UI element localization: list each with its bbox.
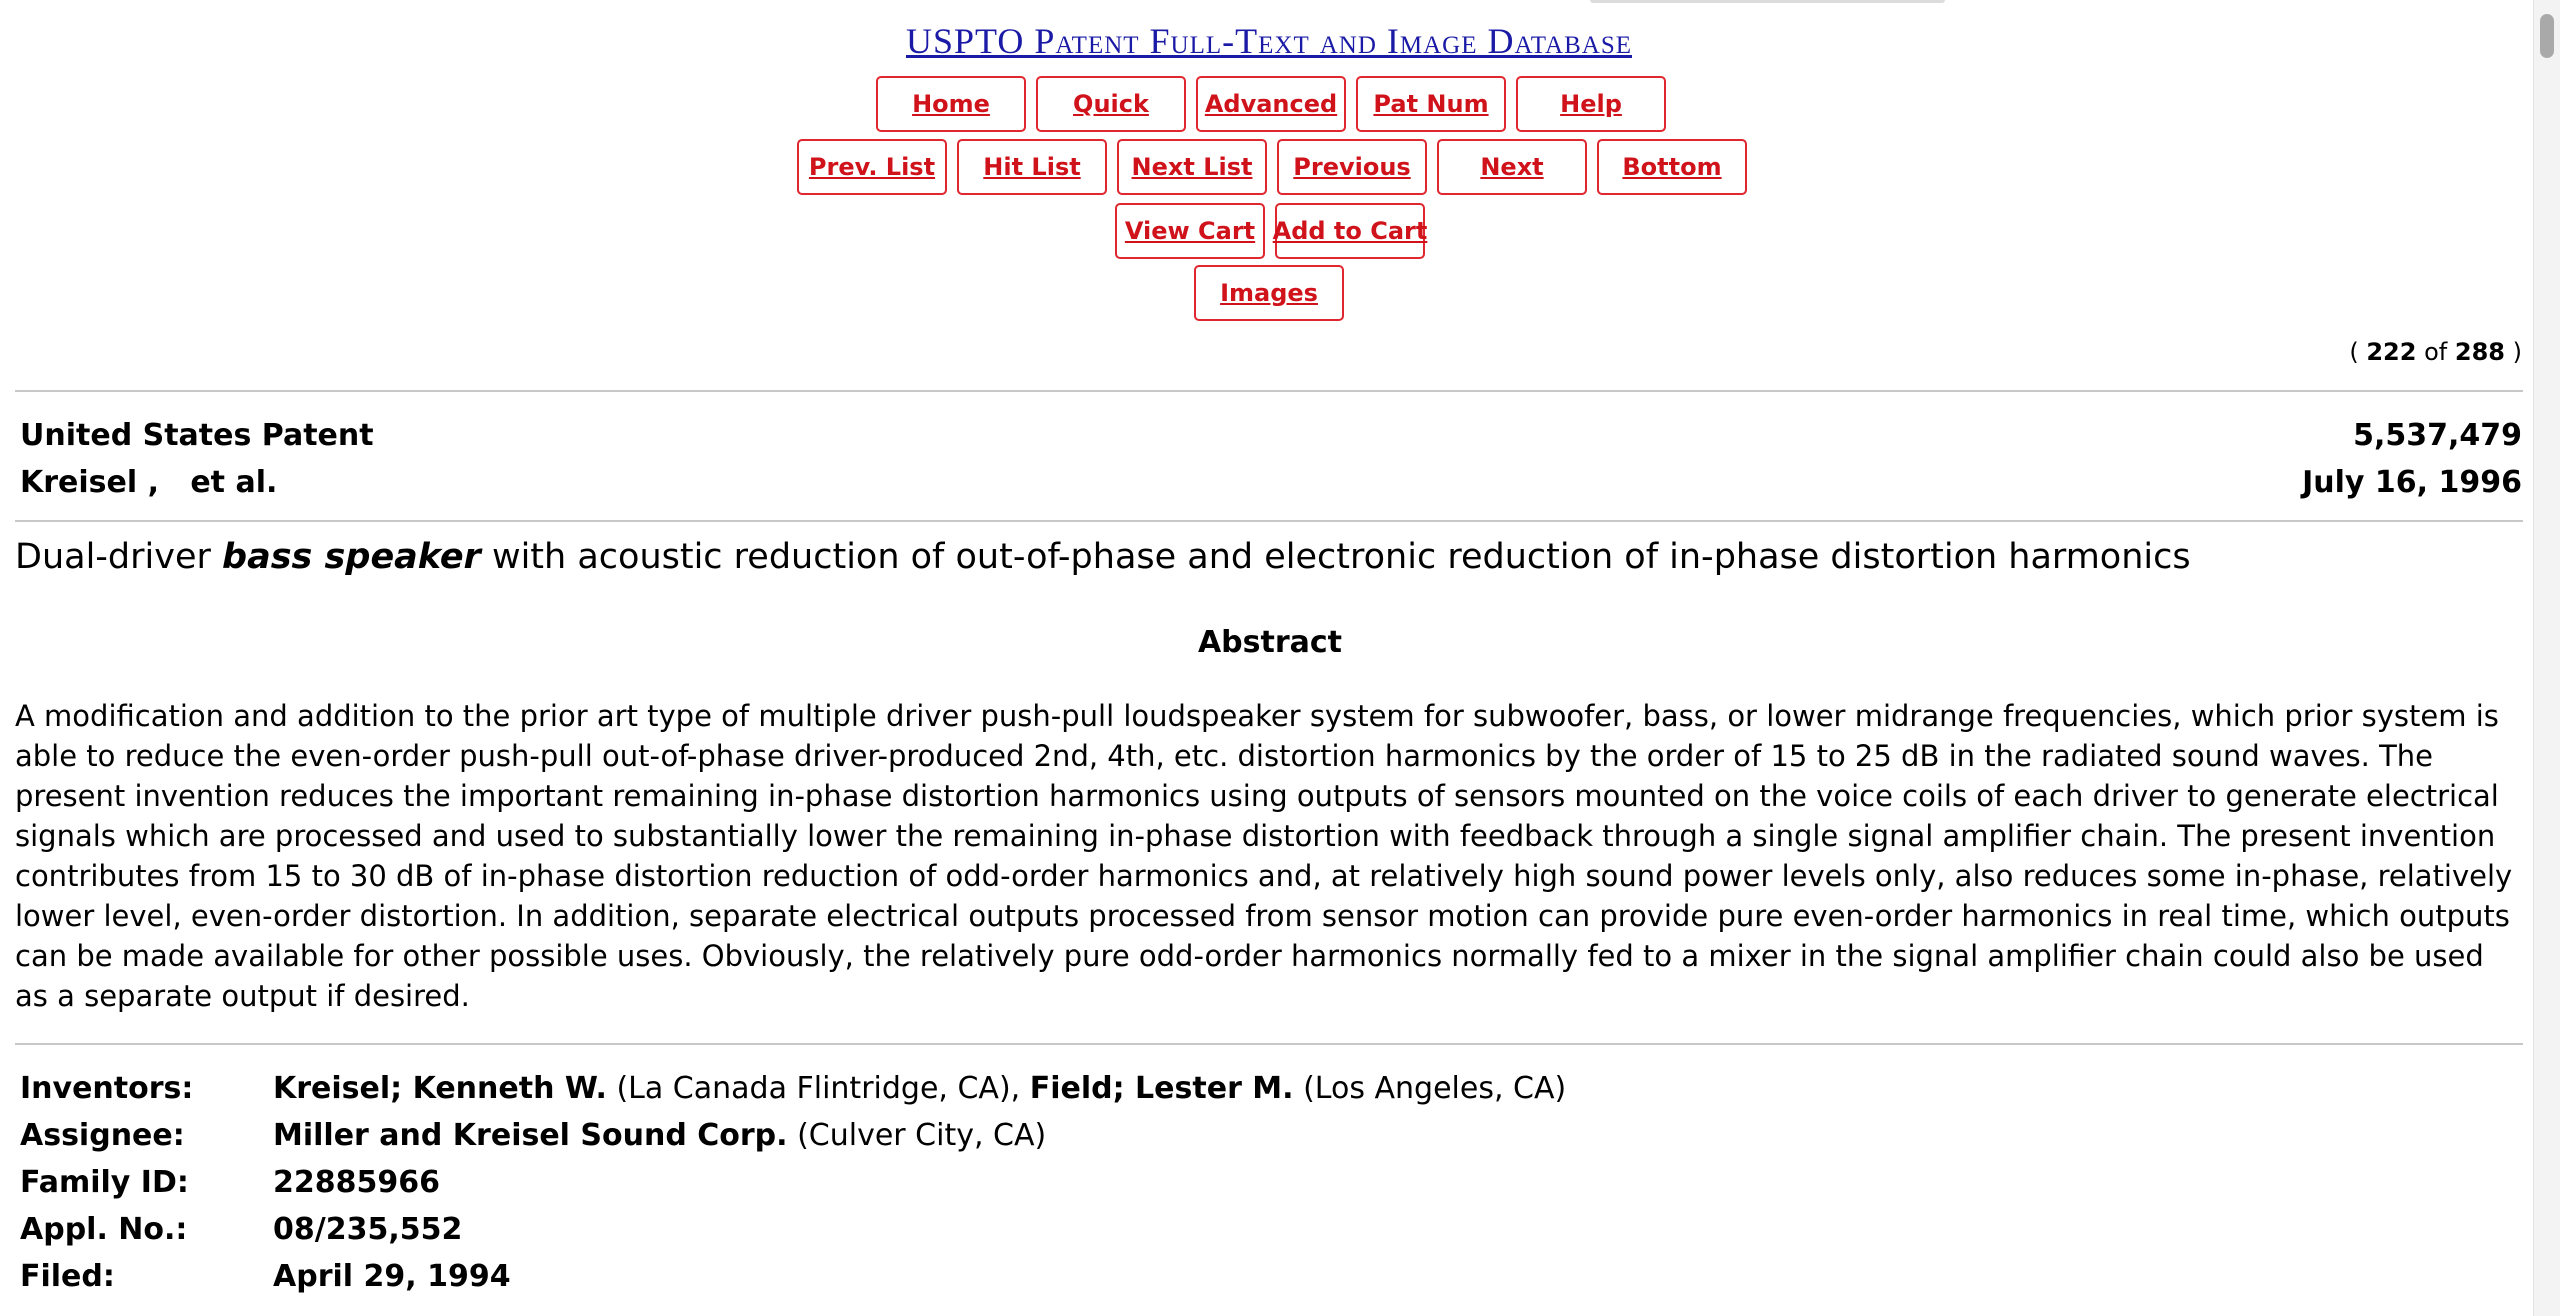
vertical-scrollbar[interactable] xyxy=(2533,0,2560,1316)
patent-number: 5,537,479 xyxy=(2353,418,2522,453)
patent-type-label: United States Patent xyxy=(20,418,374,453)
view-cart-button[interactable]: View Cart xyxy=(1115,203,1265,259)
patent-number-search-button[interactable]: Pat Num xyxy=(1356,76,1506,132)
abstract-text: A modification and addition to the prior art type of multiple driver push-pull loudspeaker system for subwoofer, bass, or lower midrange frequencies, which prior system is able to reduce the even-order push-pull out-of-phase driver-produced 2nd, 4th, etc. distortion harmonics by the order of 15 to 25 dB in the radiated sound waves. The present invention reduces the important remaining in-phase distortion harmonics using outputs of sensors mounted on the voice coils of each driver to generate electrical signals which are processed and used to substantially lower the remaining in-phase distortion with feedback through a single signal amplifier chain. The present invention contributes from 15 to 30 dB of in-phase distortion reduction of odd-order harmonics and, at relatively high sound power levels only, also reduces some in-phase, relatively lower level, even-order distortion. In addition, separate electrical outputs processed from sensor motion can provide pure even-order harmonics in real time, which outputs can be made available for other possible uses. Obviously, the relatively pure odd-order harmonics normally fed to a mixer in the signal amplifier chain could also be used as a separate output if desired. xyxy=(15,699,2513,1013)
filed-row xyxy=(20,1253,1566,1300)
inventor-name: Field; Lester M. xyxy=(1029,1071,1294,1106)
patent-title-end: with acoustic reduction of out-of-phase and electronic reduction of in-phase distortion harmonics xyxy=(480,537,2191,577)
assignee-row xyxy=(20,1112,1566,1159)
inventors-value xyxy=(273,1065,1566,1112)
filed-value: April 29, 1994 xyxy=(273,1259,511,1294)
patent-date: July 16, 1996 xyxy=(2302,465,2522,500)
add-to-cart-button[interactable]: Add to Cart xyxy=(1275,203,1425,259)
prev-list-button[interactable]: Prev. List xyxy=(797,139,947,195)
bottom-button[interactable]: Bottom xyxy=(1597,139,1747,195)
divider xyxy=(15,1043,2523,1045)
top-overlay-edge xyxy=(1590,0,1945,3)
hit-list-button[interactable]: Hit List xyxy=(957,139,1107,195)
hit-counter-open: ( xyxy=(2349,338,2359,366)
nav-row-main xyxy=(876,76,1666,132)
hit-total: 288 xyxy=(2454,338,2505,366)
patent-title xyxy=(15,537,2191,577)
appl-no-label: Appl. No.: xyxy=(20,1212,188,1247)
scrollbar-thumb[interactable] xyxy=(2540,14,2554,58)
advanced-search-button[interactable]: Advanced xyxy=(1196,76,1346,132)
home-button[interactable]: Home xyxy=(876,76,1026,132)
assignee-location: (Culver City, CA) xyxy=(787,1118,1047,1153)
images-button[interactable]: Images xyxy=(1194,265,1344,321)
quick-search-button[interactable]: Quick xyxy=(1036,76,1186,132)
patent-title-highlight: bass speaker xyxy=(222,537,481,577)
hit-counter-close: ) xyxy=(2512,338,2522,366)
divider xyxy=(15,520,2523,522)
patent-title-start: Dual-driver xyxy=(15,537,223,577)
family-id-label: Family ID: xyxy=(20,1165,189,1200)
inventor-name: Kreisel; Kenneth W. xyxy=(273,1071,607,1106)
hit-counter xyxy=(2349,338,2522,366)
nav-row-cart xyxy=(1115,203,1428,259)
assignee-name: Miller and Kreisel Sound Corp. xyxy=(273,1118,788,1153)
family-id-value: 22885966 xyxy=(273,1165,440,1200)
hit-current: 222 xyxy=(2366,338,2417,366)
inventors-row xyxy=(20,1065,1566,1112)
nav-row-images xyxy=(1194,265,1344,321)
assignee-value xyxy=(273,1112,1046,1159)
inventors-label: Inventors: xyxy=(20,1071,194,1106)
nav-row-results xyxy=(797,139,1747,195)
family-id-row xyxy=(20,1159,1566,1206)
next-button[interactable]: Next xyxy=(1437,139,1587,195)
patent-meta-right xyxy=(2302,412,2522,506)
database-title-link[interactable]: USPTO Patent Full-Text and Image Database xyxy=(905,21,1632,61)
appl-no-row xyxy=(20,1206,1566,1253)
patent-fields xyxy=(20,1065,1566,1300)
assignee-label: Assignee: xyxy=(20,1118,185,1153)
inventor-location: (Los Angeles, CA) xyxy=(1293,1071,1567,1106)
hit-of: of xyxy=(2424,338,2448,366)
help-button[interactable]: Help xyxy=(1516,76,1666,132)
appl-no-value: 08/235,552 xyxy=(273,1212,463,1247)
next-list-button[interactable]: Next List xyxy=(1117,139,1267,195)
patent-meta-left xyxy=(20,412,374,506)
patent-inventor-short: Kreisel , et al. xyxy=(20,465,278,500)
abstract-heading: Abstract xyxy=(1197,625,1343,660)
inventor-location: (La Canada Flintridge, CA), xyxy=(606,1071,1030,1106)
filed-label: Filed: xyxy=(20,1259,115,1294)
divider xyxy=(15,390,2523,392)
previous-button[interactable]: Previous xyxy=(1277,139,1427,195)
